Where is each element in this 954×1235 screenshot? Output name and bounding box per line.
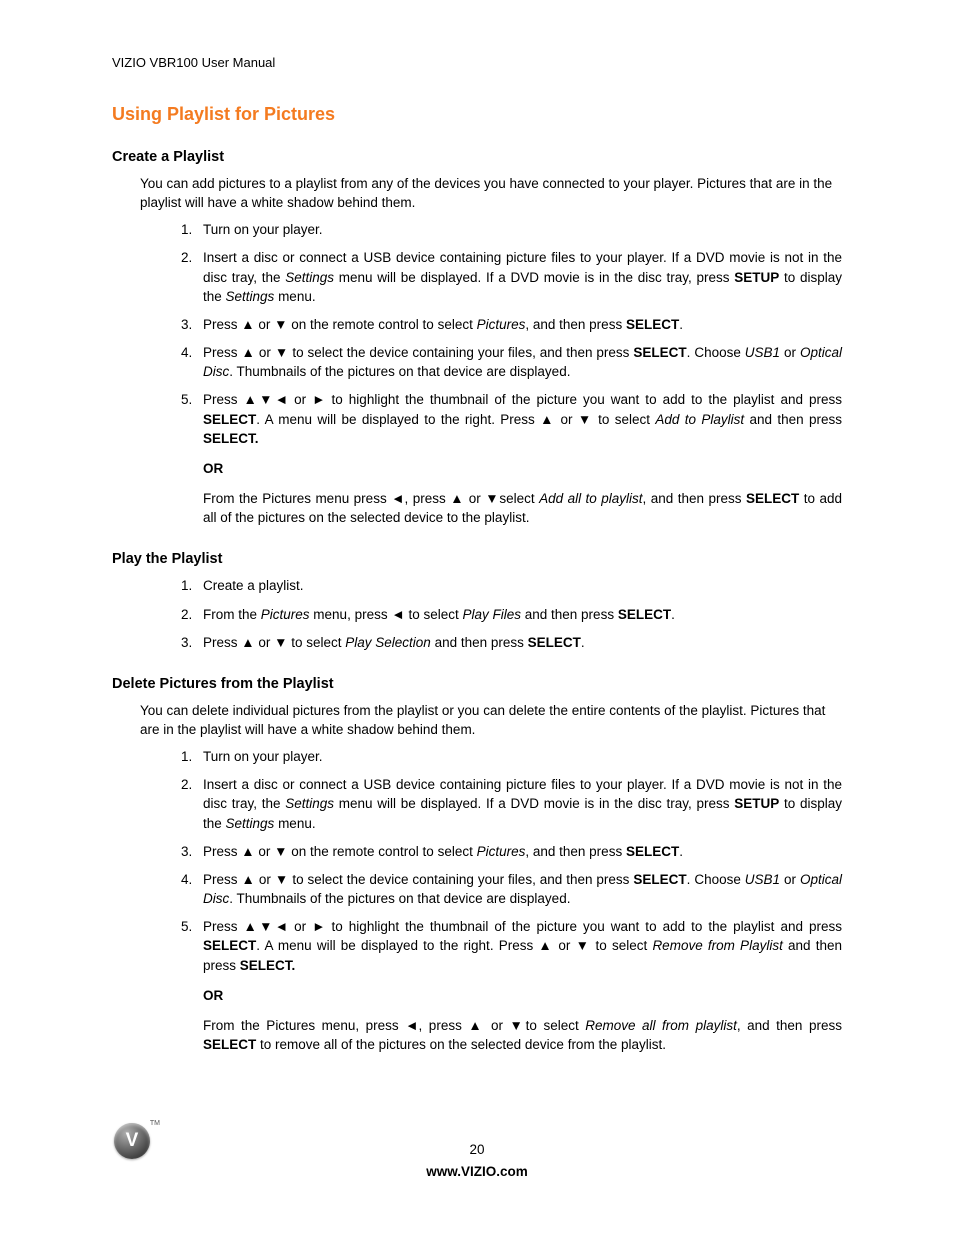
instruction-paragraph xyxy=(203,775,842,832)
text-run: to remove all of the pictures on the selected device from the playlist. xyxy=(256,1037,666,1052)
instruction-item xyxy=(196,315,842,334)
text-run: Pictures xyxy=(260,606,310,622)
text-run: and then press xyxy=(521,606,618,622)
instruction-paragraph xyxy=(203,986,842,1005)
instruction-paragraph xyxy=(203,315,842,334)
instruction-list xyxy=(112,220,842,527)
instruction-paragraph xyxy=(203,1016,842,1054)
website-url: www.VIZIO.com xyxy=(426,1164,528,1179)
instruction-item xyxy=(196,842,842,861)
instruction-paragraph xyxy=(203,917,842,974)
text-run: Press ▲ or ▼ to select the device containing your files, and then press xyxy=(203,871,634,887)
text-run: From the xyxy=(203,606,261,622)
text-run: Optical Disc xyxy=(203,871,842,907)
text-run: Insert a disc or connect a USB device containing picture files to your player. If a DVD movie is not in the disc tray, the xyxy=(203,777,842,812)
text-run: . xyxy=(679,316,683,332)
text-run: Add all to playlist xyxy=(539,491,643,507)
text-run: You can delete individual pictures from the playlist or you can delete the entire contents of the playlist. Pictures that are in the playlist will have a white shadow behind them. xyxy=(140,702,826,737)
text-run: to display the xyxy=(203,269,843,304)
text-run: . xyxy=(580,634,585,650)
instruction-item xyxy=(196,343,842,381)
instruction-paragraph xyxy=(203,576,842,595)
text-run: . A menu will be displayed to the right. Press ▲ or ▼ to select xyxy=(256,411,656,427)
text-run: Create a playlist. xyxy=(203,578,304,594)
text-run: From the Pictures menu press ◄, press ▲ or ▼select xyxy=(203,491,540,507)
text-run: . Thumbnails of the pictures on that device are displayed. xyxy=(229,891,571,907)
text-run: menu will be displayed. If a DVD movie is in the disc tray, press xyxy=(334,269,735,285)
section-intro xyxy=(140,174,842,212)
text-run: menu. xyxy=(274,815,316,831)
text-run: , and then press xyxy=(736,1017,842,1033)
text-run: Play Selection xyxy=(345,634,431,650)
text-run: Remove from Playlist xyxy=(652,938,783,954)
instruction-item xyxy=(196,870,842,908)
instruction-item xyxy=(196,390,842,527)
instruction-item xyxy=(196,917,842,1054)
text-run: . xyxy=(671,606,675,622)
section-heading: Create a Playlist xyxy=(112,149,225,165)
text-run: menu will be displayed. If a DVD movie is in the disc tray, press xyxy=(334,796,735,812)
text-run: Turn on your player. xyxy=(203,749,323,765)
text-run: Settings xyxy=(285,796,335,812)
text-run: Settings xyxy=(225,288,275,304)
text-run: Press ▲ or ▼ on the remote control to select xyxy=(203,843,477,859)
text-run: menu. xyxy=(274,288,316,304)
text-run: SELECT xyxy=(203,938,257,954)
instruction-item xyxy=(196,220,842,239)
text-run: Press ▲ or ▼ to select the device containing your files, and then press xyxy=(203,345,634,361)
instruction-list xyxy=(112,576,842,651)
instruction-item xyxy=(196,605,842,624)
text-run: Turn on your player. xyxy=(203,222,323,238)
text-run: Press ▲▼◄ or ► to highlight the thumbnail of the picture you want to add to the playlist and press xyxy=(203,919,842,935)
instruction-item xyxy=(196,775,842,832)
section-intro xyxy=(140,701,842,739)
text-run: . Choose xyxy=(686,871,745,887)
text-run: USB1 xyxy=(744,345,781,361)
text-run: or xyxy=(780,871,800,887)
text-run: Press ▲ or ▼ to select xyxy=(203,634,346,650)
page-footer xyxy=(0,1139,954,1183)
text-run: and then press xyxy=(203,938,842,973)
text-run: SELECT. xyxy=(203,430,259,446)
text-run: SELECT xyxy=(633,871,687,887)
page-title: Using Playlist for Pictures xyxy=(112,104,336,124)
text-run: , and then press xyxy=(525,843,626,859)
text-run: SELECT. xyxy=(239,957,296,973)
instruction-paragraph xyxy=(203,390,842,447)
text-run: or xyxy=(780,345,800,361)
text-run: USB1 xyxy=(744,871,781,887)
section-heading: Delete Pictures from the Playlist xyxy=(112,675,334,692)
text-run: SELECT xyxy=(527,634,581,650)
text-run: Pictures xyxy=(476,843,526,859)
text-run: . Thumbnails of the pictures on that device are displayed. xyxy=(229,364,571,380)
sections-container xyxy=(112,149,842,1054)
section-heading: Play the Playlist xyxy=(112,551,223,568)
instruction-paragraph xyxy=(203,842,842,861)
text-run: OR xyxy=(203,460,224,476)
page-header xyxy=(112,55,842,70)
text-run: From the Pictures menu, press ◄, press ▲ or ▼to select xyxy=(203,1017,586,1033)
text-run: and then press xyxy=(744,411,842,427)
instruction-paragraph xyxy=(203,220,842,239)
text-run: Add to Playlist xyxy=(655,411,745,427)
instruction-list xyxy=(112,747,842,1054)
text-run: to display the xyxy=(203,796,843,831)
text-run: You can add pictures to a playlist from any of the devices you have connected to your player. Pictures that are in the playlist will have a white shadow behind them. xyxy=(140,176,833,211)
text-run: SELECT xyxy=(746,491,800,507)
vizio-logo-letter: V xyxy=(125,1130,139,1151)
text-run: Settings xyxy=(285,269,335,285)
text-run: SELECT xyxy=(633,345,687,361)
instruction-item xyxy=(196,248,842,305)
text-run: SELECT xyxy=(203,1037,257,1052)
text-run: OR xyxy=(203,987,224,1003)
instruction-paragraph xyxy=(203,343,842,381)
text-run: . Choose xyxy=(686,345,745,361)
instruction-item xyxy=(196,633,842,652)
text-run: SELECT xyxy=(203,411,257,427)
instruction-item xyxy=(196,747,842,766)
instruction-paragraph xyxy=(203,605,842,624)
text-run: . A menu will be displayed to the right. Press ▲ or ▼ to select xyxy=(256,938,653,954)
text-run: , and then press xyxy=(525,316,626,332)
header-title: VIZIO VBR100 User Manual xyxy=(112,55,276,70)
trademark-symbol: TM xyxy=(149,1120,160,1127)
text-run: SELECT xyxy=(625,316,680,332)
text-run: Pictures xyxy=(476,316,526,332)
text-run: Play Files xyxy=(462,606,521,622)
text-run: Remove all from playlist xyxy=(585,1017,737,1033)
text-run: SELECT xyxy=(617,606,672,622)
text-run: SETUP xyxy=(734,796,780,812)
text-run: SELECT xyxy=(625,843,680,859)
instruction-paragraph xyxy=(203,747,842,766)
text-run: to add all of the pictures on the selected device to the playlist. xyxy=(203,491,842,526)
instruction-paragraph xyxy=(203,489,842,527)
page-number: 20 xyxy=(469,1142,485,1157)
instruction-paragraph xyxy=(203,870,842,908)
text-run: and then press xyxy=(430,634,528,650)
instruction-paragraph xyxy=(203,633,842,652)
text-run: Press ▲▼◄ or ► to highlight the thumbnail of the picture you want to add to the playlist and press xyxy=(203,392,842,408)
instruction-item xyxy=(196,576,842,595)
text-run: Insert a disc or connect a USB device containing picture files to your player. If a DVD movie is not in the disc tray, the xyxy=(203,250,842,285)
text-run: menu, press ◄ to select xyxy=(309,606,463,622)
instruction-paragraph xyxy=(203,459,842,478)
instruction-paragraph xyxy=(203,248,842,305)
text-run: SETUP xyxy=(734,269,780,285)
text-run: Settings xyxy=(225,815,275,831)
text-run: Optical Disc xyxy=(203,345,842,380)
text-run: Press ▲ or ▼ on the remote control to select xyxy=(203,316,477,332)
text-run: , and then press xyxy=(642,491,746,507)
text-run: . xyxy=(679,843,683,859)
